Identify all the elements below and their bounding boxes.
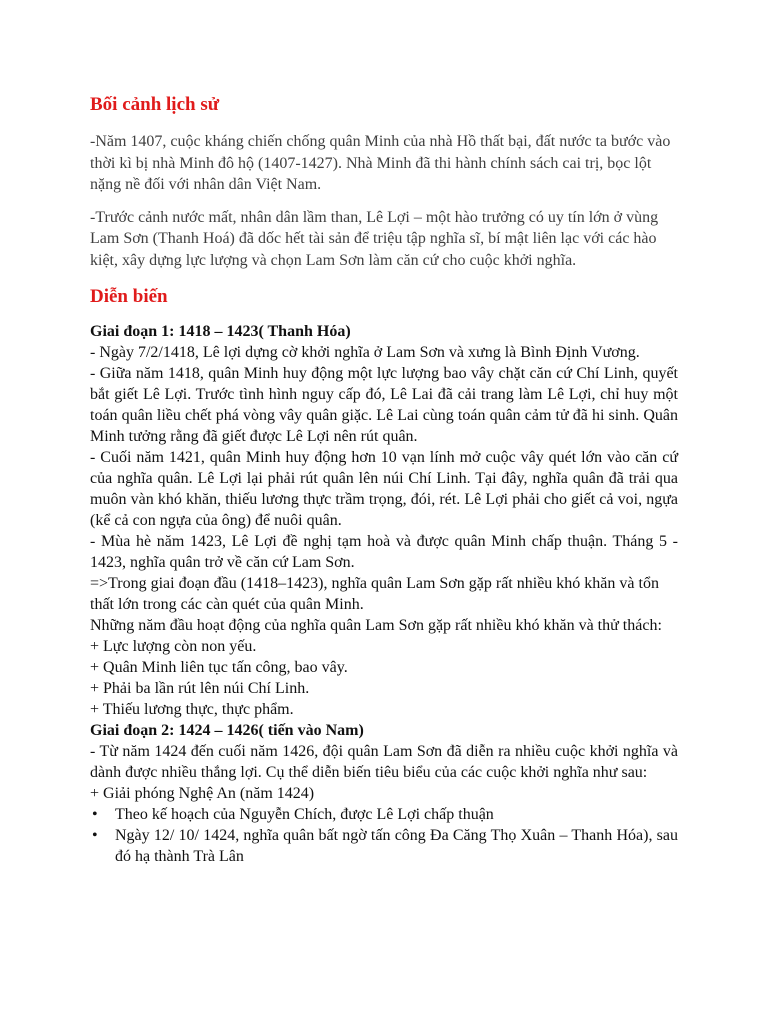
phase2-bullet-list <box>90 804 678 867</box>
challenge-item-2: + Quân Minh liên tục tấn công, bao vây. <box>90 659 348 676</box>
phase2-subheading: + Giải phóng Nghệ An (năm 1424) <box>90 785 315 802</box>
phase1-event-2: - Giữa năm 1418, quân Minh huy động một lực lượng bao vây chặt căn cứ Chí Linh, quyết bắt giết Lê Lợi. Trước tình hình nguy cấp đó, Lê Lai đã cải trang làm Lê Lợi, chỉ huy một toán quân liều chết phá vòng vây quân giặc. Lê Lai cùng toán quân cảm tử đã hi sinh. Quân Minh tưởng rằng đã giết được Lê Lợi nên rút quân. <box>90 365 678 445</box>
section-heading-context: Bối cảnh lịch sử <box>90 94 220 115</box>
phase1-title: Giai đoạn 1: 1418 – 1423( Thanh Hóa) <box>90 323 351 340</box>
list-item: • Theo kế hoạch của Nguyễn Chích, được Lê Lợi chấp thuận <box>90 804 678 825</box>
phase2-intro: - Từ năm 1424 đến cuối năm 1426, đội quân Lam Sơn đã diễn ra nhiều cuộc khởi nghĩa và dành được nhiều thắng lợi. Cụ thể diễn biến tiêu biểu của các cuộc khởi nghĩa như sau: <box>90 743 678 781</box>
list-item: • Ngày 12/ 10/ 1424, nghĩa quân bất ngờ tấn công Đa Căng Thọ Xuân – Thanh Hóa), sau đó hạ thành Trà Lân <box>90 825 678 867</box>
phase1-challenges-intro: Những năm đầu hoạt động của nghĩa quân Lam Sơn gặp rất nhiều khó khăn và thử thách: <box>90 617 662 634</box>
phase2-title: Giai đoạn 2: 1424 – 1426( tiến vào Nam) <box>90 722 364 739</box>
phase1-conclusion: =>Trong giai đoạn đầu (1418–1423), nghĩa quân Lam Sơn gặp rất nhiều khó khăn và tổn thất lớn trong các càn quét của quân Minh. <box>90 575 659 613</box>
phase1-event-3: - Cuối năm 1421, quân Minh huy động hơn 10 vạn lính mở cuộc vây quét lớn vào căn cứ của nghĩa quân. Lê Lợi lại phải rút quân lên núi Chí Linh. Tại đây, nghĩa quân đã trải qua muôn vàn khó khăn, thiếu lương thực trầm trọng, đói, rét. Lê Lợi phải cho giết cả voi, ngựa (kể cả con ngựa của ông) để nuôi quân. <box>90 449 678 529</box>
context-paragraph-2: -Trước cảnh nước mất, nhân dân lầm than, Lê Lợi – một hào trưởng có uy tín lớn ở vùng Lam Sơn (Thanh Hoá) đã dốc hết tài sản để triệu tập nghĩa sĩ, bí mật liên lạc với các hào kiệt, xây dựng lực lượng và chọn Lam Sơn làm căn cứ cho cuộc khởi nghĩa. <box>90 208 659 269</box>
context-paragraph-1: -Năm 1407, cuộc kháng chiến chống quân Minh của nhà Hồ thất bại, đất nước ta bước vào thời kì bị nhà Minh đô hộ (1407-1427). Nhà Minh đã thi hành chính sách cai trị, bọc lột nặng nề đối với nhân dân Việt Nam. <box>90 133 671 193</box>
challenge-item-1: + Lực lượng còn non yếu. <box>90 638 257 655</box>
section-heading-progress: Diễn biến <box>90 286 168 307</box>
document-body <box>90 93 678 867</box>
phase1-event-4: - Mùa hè năm 1423, Lê Lợi đề nghị tạm hoà và được quân Minh chấp thuận. Tháng 5 - 1423, nghĩa quân trở về căn cứ Lam Sơn. <box>90 533 678 571</box>
challenge-item-4: + Thiếu lương thực, thực phẩm. <box>90 701 294 718</box>
phase1-event-1: - Ngày 7/2/1418, Lê lợi dựng cờ khởi nghĩa ở Lam Sơn và xưng là Bình Định Vương. <box>90 344 640 361</box>
challenge-item-3: + Phải ba lần rút lên núi Chí Linh. <box>90 680 310 697</box>
